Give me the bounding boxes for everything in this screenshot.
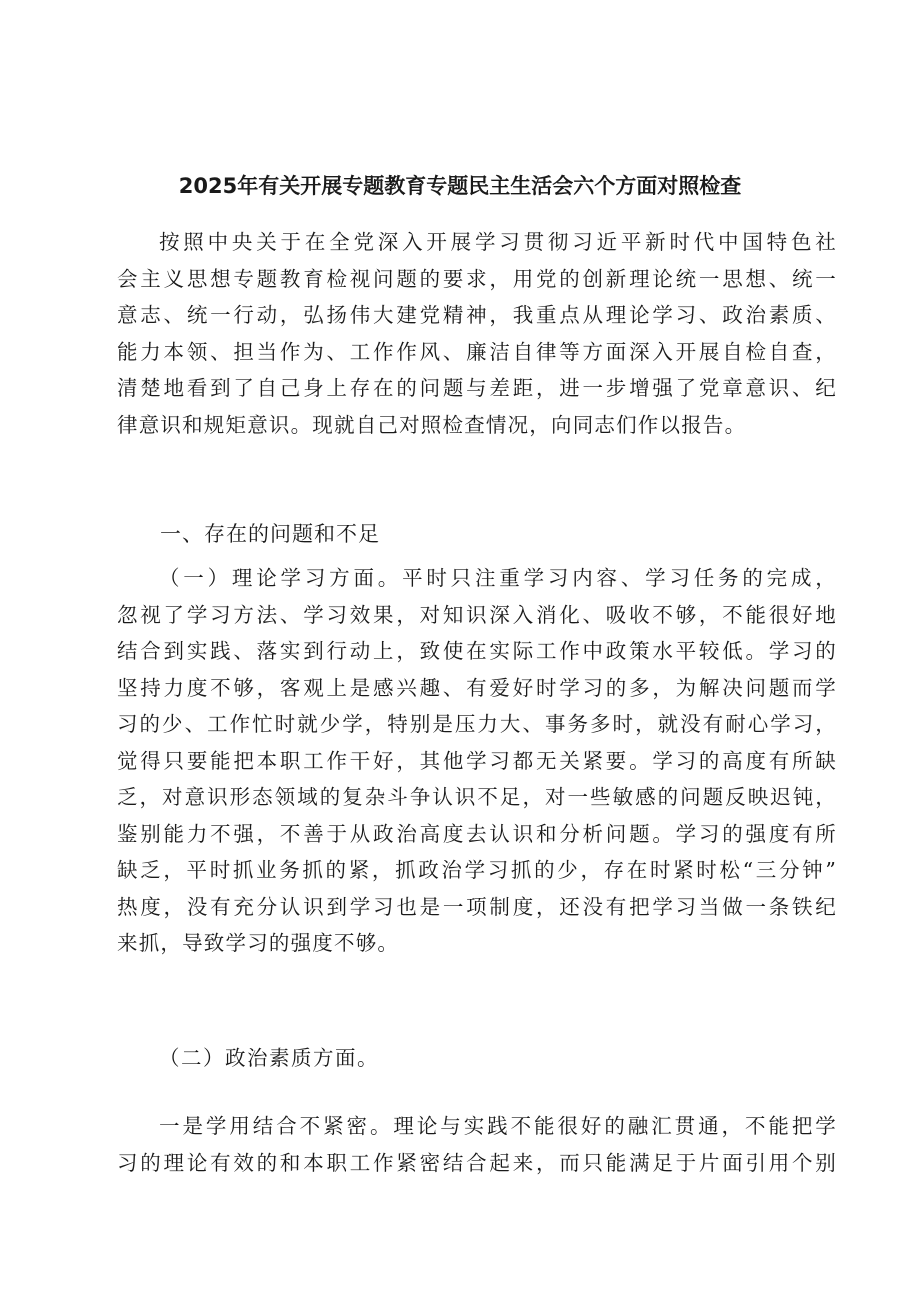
subsection-heading: （二）政治素质方面。 <box>159 1046 379 1070</box>
text-line: 缺乏，平时抓业务抓的紧，抓政治学习抓的少，存在时紧时松“三分钟” <box>117 858 837 882</box>
text-line: 律意识和规矩意识。现就自己对照检查情况，向同志们作以报告。 <box>117 412 747 437</box>
text-line: 能力本领、担当作为、工作作风、廉洁自律等方面深入开展自检自查， <box>117 339 837 364</box>
text-line: 会主义思想专题教育检视问题的要求，用党的创新理论统一思想、统一 <box>117 266 837 291</box>
political-quality-paragraph <box>117 1108 837 1181</box>
text-line: 按照中央关于在全党深入开展学习贯彻习近平新时代中国特色社 <box>159 230 837 254</box>
text-line: 习的少、工作忙时就少学，特别是压力大、事务多时，就没有耐心学习， <box>117 712 837 736</box>
text-line: 结合到实践、落实到行动上，致使在实际工作中政策水平较低。学习的 <box>117 639 837 663</box>
section-heading: 一、存在的问题和不足 <box>160 522 380 546</box>
theory-study-paragraph <box>117 560 837 962</box>
text-line: 清楚地看到了自己身上存在的问题与差距，进一步增强了党章意识、纪 <box>117 376 837 400</box>
text-line: 觉得只要能把本职工作干好，其他学习都无关紧要。学习的高度有所缺 <box>117 748 837 773</box>
text-line: 热度，没有充分认识到学习也是一项制度，还没有把学习当做一条铁纪 <box>117 894 837 919</box>
text-line: （一）理论学习方面。平时只注重学习内容、学习任务的完成， <box>159 566 837 590</box>
text-line: 意志、统一行动，弘扬伟大建党精神，我重点从理论学习、政治素质、 <box>117 303 837 327</box>
intro-paragraph <box>117 224 837 443</box>
text-line: 忽视了学习方法、学习效果，对知识深入消化、吸收不够，不能很好地 <box>117 602 837 627</box>
text-line: 习的理论有效的和本职工作紧密结合起来，而只能满足于片面引用个别 <box>117 1150 837 1175</box>
text-line: 坚持力度不够，客观上是感兴趣、有爱好时学习的多，为解决问题而学 <box>117 675 837 700</box>
text-line: 来抓，导致学习的强度不够。 <box>117 931 400 955</box>
text-line: 一是学用结合不紧密。理论与实践不能很好的融汇贯通，不能把学 <box>159 1114 837 1138</box>
text-line: 乏，对意识形态领域的复杂斗争认识不足，对一些敏感的问题反映迟钝， <box>117 785 837 809</box>
text-line: 鉴别能力不强，不善于从政治高度去认识和分析问题。学习的强度有所 <box>117 821 837 846</box>
document-title: 2025年有关开展专题教育专题民主生活会六个方面对照检查 <box>178 174 742 198</box>
